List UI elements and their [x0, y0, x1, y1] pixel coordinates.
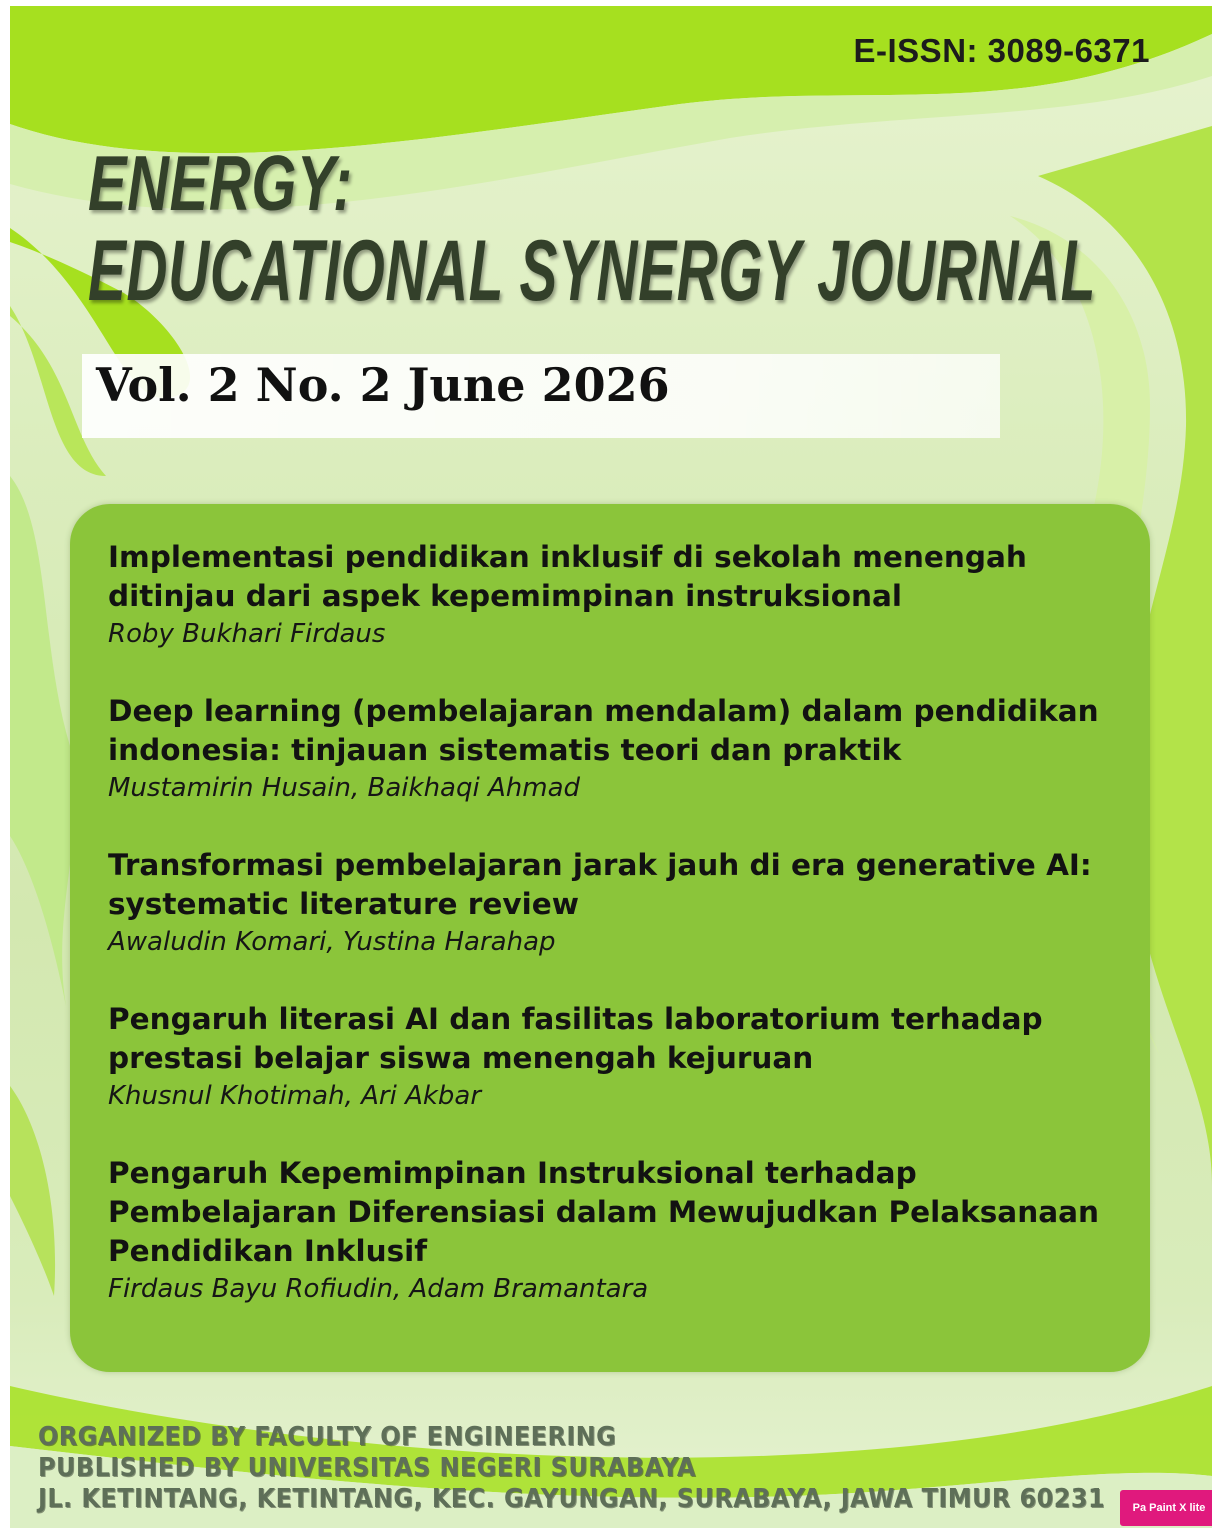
article-entry — [108, 692, 1138, 806]
publisher-footer — [38, 1422, 1105, 1515]
address-line: JL. KETINTANG, KETINTANG, KEC. GAYUNGAN, SURABAYA, JAWA TIMUR 60231 — [38, 1484, 1106, 1514]
journal-cover — [10, 6, 1212, 1528]
volume-issue-label: Vol. 2 No. 2 June 2026 — [96, 358, 670, 412]
journal-title — [88, 139, 1212, 319]
watermark-text: Pa Paint X lite — [1132, 1502, 1206, 1514]
article-authors: Mustamirin Husain, Baikhaqi Ahmad — [108, 773, 581, 803]
article-title: Implementasi pendidikan inklusif di sekolah menengah ditinjau dari aspek kepemimpinan instruksional — [108, 540, 1027, 613]
article-title: Pengaruh literasi AI dan fasilitas laboratorium terhadap prestasi belajar siswa menengah kejuruan — [108, 1002, 1043, 1075]
article-authors: Khusnul Khotimah, Ari Akbar — [108, 1081, 482, 1111]
organizer-line: ORGANIZED BY FACULTY OF ENGINEERING — [38, 1422, 617, 1452]
article-title: Pengaruh Kepemimpinan Instruksional terhadap Pembelajaran Diferensiasi dalam Mewujudkan Pelaksanaan Pendidikan Inklusif — [108, 1156, 1100, 1268]
journal-title-line-2: EDUCATIONAL SYNERGY JOURNAL — [88, 223, 1097, 319]
app-watermark — [1120, 1490, 1212, 1526]
article-authors: Roby Bukhari Firdaus — [108, 619, 386, 649]
article-entry — [108, 538, 1138, 652]
article-authors: Awaludin Komari, Yustina Harahap — [108, 927, 556, 957]
issn-label: E-ISSN: 3089-6371 — [853, 32, 1150, 69]
article-title: Transformasi pembelajaran jarak jauh di era generative AI: systematic literature review — [108, 848, 1092, 921]
publisher-line: PUBLISHED BY UNIVERSITAS NEGERI SURABAYA — [38, 1453, 696, 1483]
article-authors: Firdaus Bayu Rofiudin, Adam Bramantara — [108, 1274, 649, 1304]
article-entry — [108, 1154, 1138, 1307]
article-entry — [108, 846, 1138, 960]
journal-title-line-1: ENERGY: — [88, 139, 353, 227]
article-title: Deep learning (pembelajaran mendalam) dalam pendidikan indonesia: tinjauan sistematis teori dan praktik — [108, 694, 1099, 767]
article-entry — [108, 1000, 1138, 1114]
